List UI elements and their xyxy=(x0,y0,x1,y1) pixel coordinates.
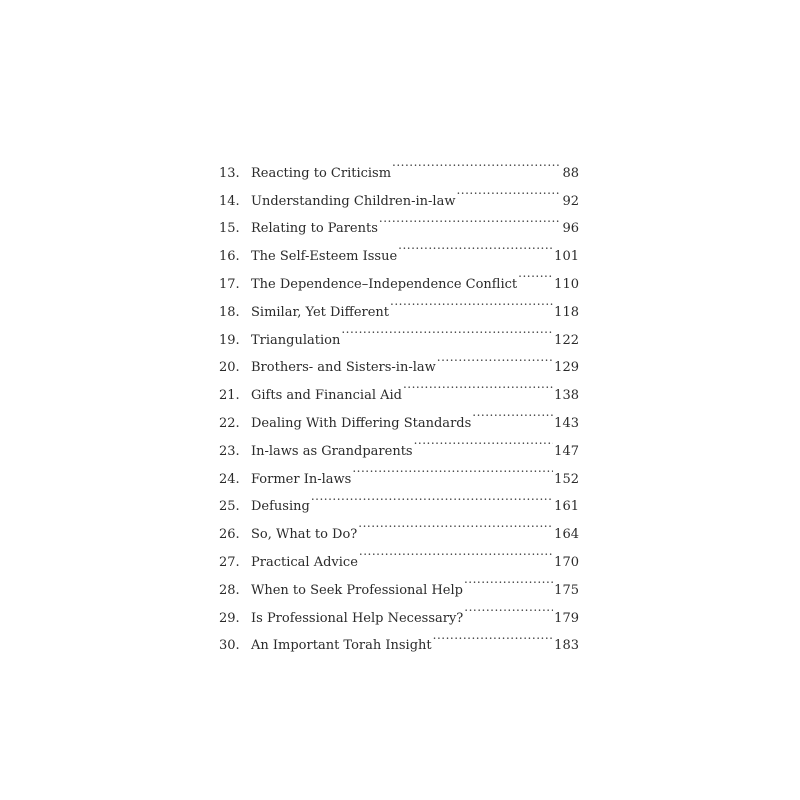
toc-entry-title: Former In-laws xyxy=(251,471,352,487)
toc-entry-page: 179 xyxy=(554,610,579,626)
toc-entry-number: 29. xyxy=(219,610,240,626)
toc-entry-number: 22. xyxy=(219,415,240,431)
toc-entry-number: 18. xyxy=(219,304,240,320)
dot-leader xyxy=(437,344,553,372)
toc-entry-number: 13. xyxy=(219,165,240,181)
toc-entry-title: Dealing With Differing Standards xyxy=(251,415,472,431)
toc-entry-page: 122 xyxy=(554,332,579,348)
toc-entry-page: 152 xyxy=(554,471,579,487)
toc-entry xyxy=(219,149,579,181)
dot-leader xyxy=(390,288,553,316)
toc-entry-page: 143 xyxy=(554,415,579,431)
toc-entry-title: Relating to Parents xyxy=(251,221,378,237)
toc-entry-title: An Important Torah Insight xyxy=(251,638,432,654)
toc-entry-number: 15. xyxy=(219,221,240,237)
toc-entry-page: 96 xyxy=(562,221,579,237)
toc-entry-title: The Self-Esteem Issue xyxy=(251,249,398,265)
dot-leader xyxy=(341,316,553,344)
toc-entry-number: 27. xyxy=(219,554,240,570)
toc-entry-title: Gifts and Financial Aid xyxy=(251,388,402,404)
dot-leader xyxy=(433,622,554,650)
toc-entry-number: 23. xyxy=(219,443,240,459)
toc-entry-number: 24. xyxy=(219,471,240,487)
dot-leader xyxy=(358,510,553,538)
dot-leader xyxy=(414,427,554,455)
toc-entry-title: So, What to Do? xyxy=(251,527,358,543)
toc-entry-title: Practical Advice xyxy=(251,554,358,570)
dot-leader xyxy=(398,232,553,260)
dot-leader xyxy=(464,594,553,622)
toc-entry-number: 20. xyxy=(219,360,240,376)
toc-entry-page: 118 xyxy=(554,304,579,320)
toc-entry-title: Brothers- and Sisters-in-law xyxy=(251,360,436,376)
toc-entry-title: When to Seek Professional Help xyxy=(251,582,463,598)
dot-leader xyxy=(359,538,553,566)
toc-entry-number: 28. xyxy=(219,582,240,598)
dot-leader xyxy=(518,260,553,288)
toc-entry-page: 101 xyxy=(554,249,579,265)
toc-entry-page: 183 xyxy=(554,638,579,654)
toc-entry-title: Similar, Yet Different xyxy=(251,304,390,320)
table-of-contents xyxy=(219,149,579,654)
toc-entry-page: 138 xyxy=(554,388,579,404)
dot-leader xyxy=(403,371,553,399)
toc-entry-number: 21. xyxy=(219,388,240,404)
toc-entry-page: 175 xyxy=(554,582,579,598)
toc-entry-number: 14. xyxy=(219,193,240,209)
toc-entry-page: 161 xyxy=(554,499,579,515)
toc-entry-page: 110 xyxy=(554,276,579,292)
toc-entry-number: 26. xyxy=(219,527,240,543)
toc-entry-number: 17. xyxy=(219,276,240,292)
toc-entry-page: 164 xyxy=(554,527,579,543)
dot-leader xyxy=(379,205,562,233)
toc-entry-number: 19. xyxy=(219,332,240,348)
toc-entry-title: Triangulation xyxy=(251,332,341,348)
dot-leader xyxy=(472,399,553,427)
toc-entry-title: Is Professional Help Necessary? xyxy=(251,610,464,626)
toc-entry-title: The Dependence–Independence Conflict xyxy=(251,276,518,292)
toc-entry-title: Reacting to Criticism xyxy=(251,165,392,181)
toc-entry-page: 147 xyxy=(554,443,579,459)
toc-entry-title: In-laws as Grandparents xyxy=(251,443,413,459)
toc-entry-page: 88 xyxy=(562,165,579,181)
toc-entry-title: Understanding Children-in-law xyxy=(251,193,456,209)
dot-leader xyxy=(311,483,553,511)
toc-entry-page: 92 xyxy=(562,193,579,209)
toc-entry-page: 170 xyxy=(554,554,579,570)
dot-leader xyxy=(456,177,561,205)
dot-leader xyxy=(464,566,553,594)
dot-leader xyxy=(392,149,561,177)
toc-entry-number: 25. xyxy=(219,499,240,515)
toc-entry-number: 16. xyxy=(219,249,240,265)
toc-entry-number: 30. xyxy=(219,638,240,654)
toc-entry-title: Defusing xyxy=(251,499,310,515)
toc-entry-page: 129 xyxy=(554,360,579,376)
dot-leader xyxy=(352,455,553,483)
